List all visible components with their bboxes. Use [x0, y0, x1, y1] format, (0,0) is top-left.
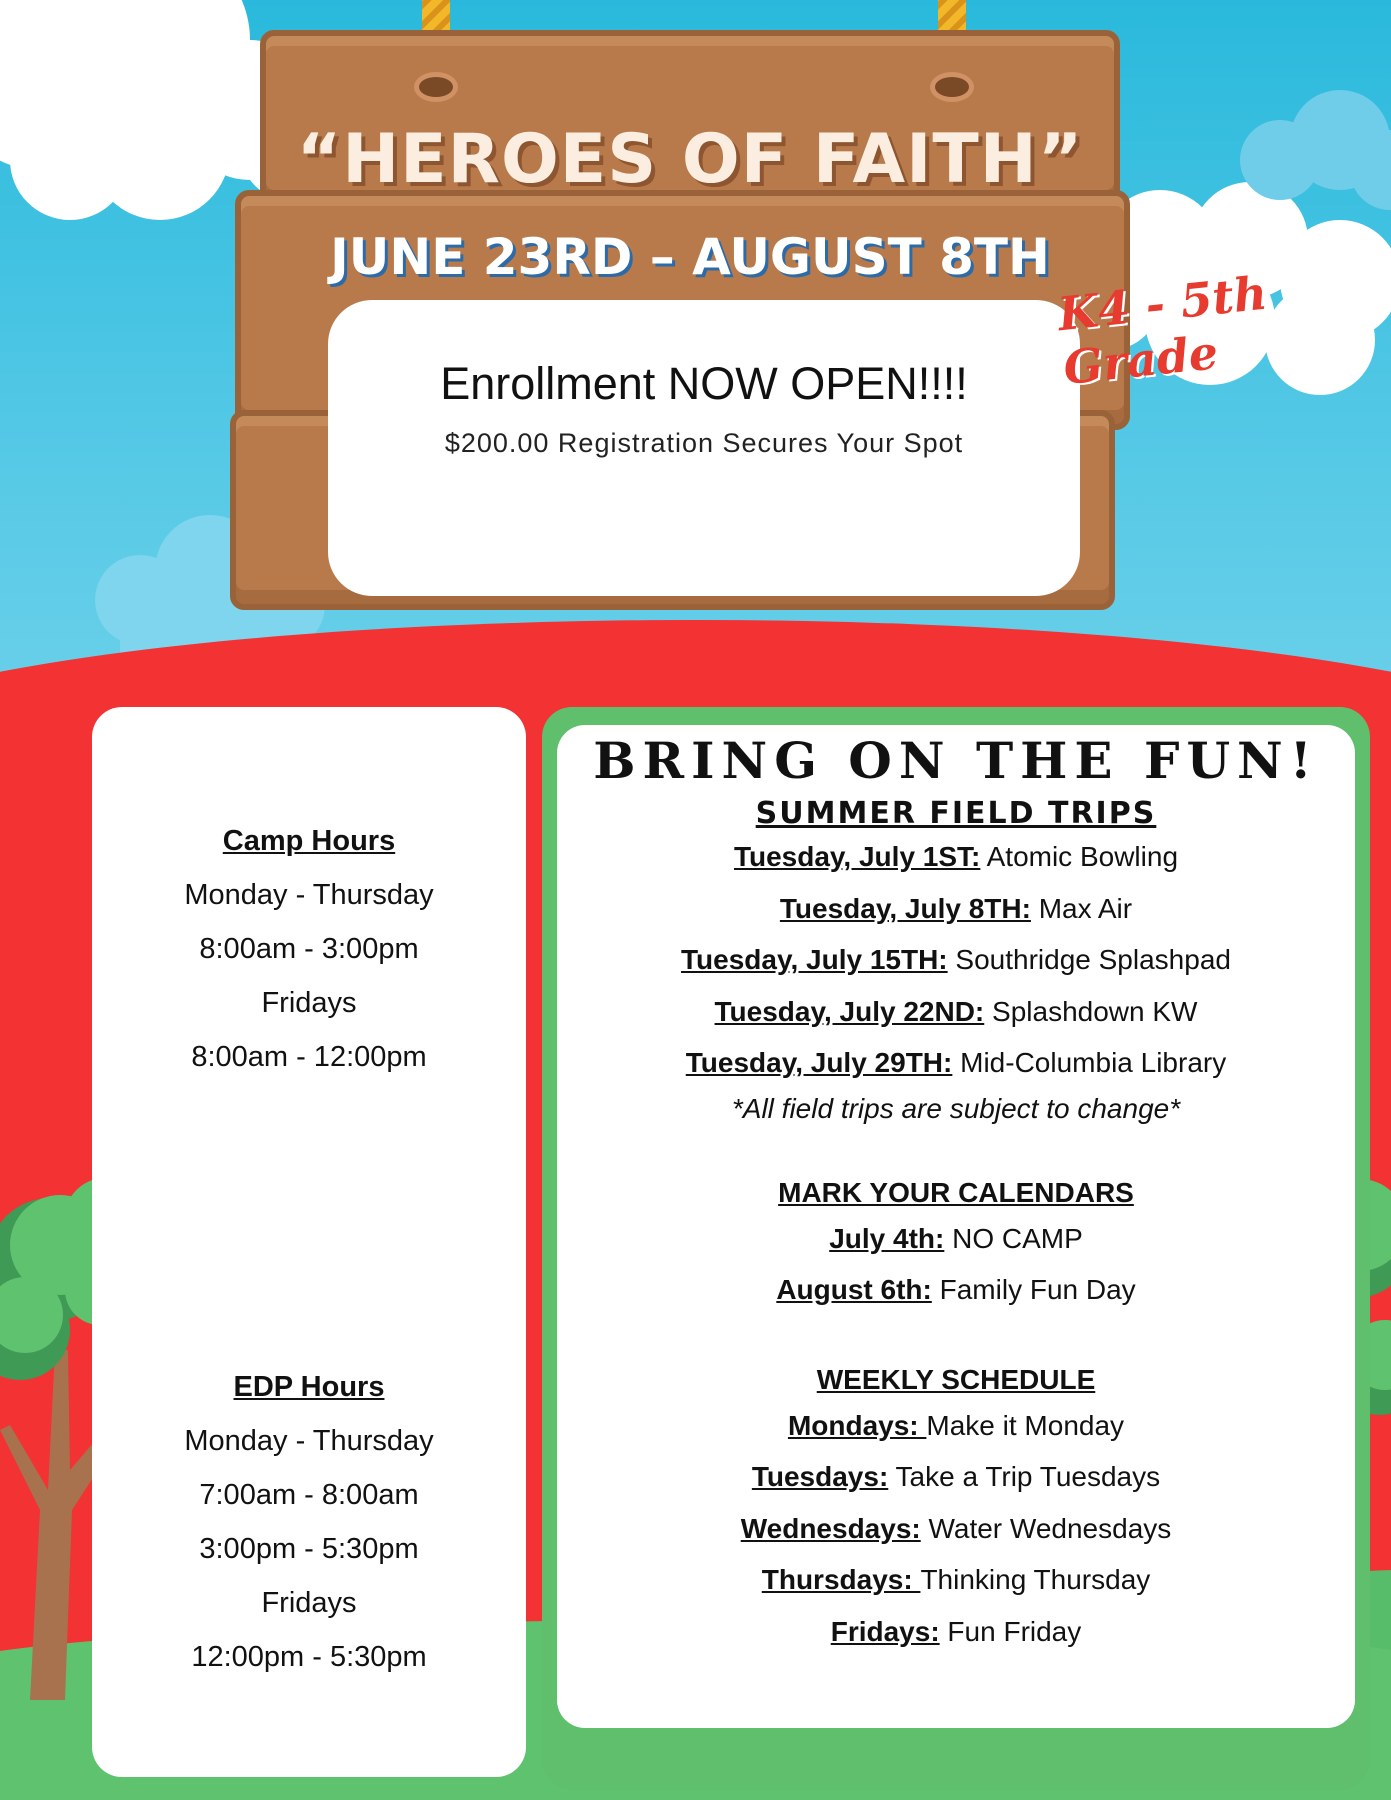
cloud-back-right — [1220, 80, 1391, 220]
field-trip-date: Tuesday, July 29TH: — [685, 1047, 953, 1078]
camp-hours-line: 8:00am - 12:00pm — [191, 1041, 427, 1073]
edp-hours-line: Monday - Thursday — [184, 1425, 434, 1457]
edp-hours-line: 7:00am - 8:00am — [199, 1479, 419, 1511]
field-trip-date: Tuesday, July 8TH: — [779, 892, 1031, 924]
hours-panel — [92, 707, 526, 1777]
calendar-row — [557, 1213, 1355, 1265]
calendar-date: July 4th: — [829, 1222, 945, 1254]
field-trip-date: Tuesday, July 22ND: — [714, 995, 985, 1027]
camp-hours-title: Camp Hours — [222, 825, 396, 857]
weekly-theme: Take a Trip Tuesdays — [888, 1461, 1161, 1492]
calendar-event: Family Fun Day — [931, 1274, 1136, 1305]
calendar-date: August 6th: — [776, 1274, 932, 1305]
spacer — [557, 1129, 1355, 1177]
weekly-day: Tuesdays: — [751, 1461, 889, 1492]
enrollment-subtitle: $200.00 Registration Secures Your Spot — [444, 428, 964, 458]
field-trip-place: Max Air — [1030, 892, 1133, 924]
weekly-row — [557, 1451, 1355, 1503]
field-trips-title: SUMMER FIELD TRIPS — [755, 796, 1157, 831]
field-trip-place: Splashdown KW — [984, 995, 1198, 1027]
fun-panel — [557, 725, 1355, 1728]
wooden-sign — [240, 10, 1140, 630]
weekly-day: Thursdays: — [761, 1564, 921, 1595]
weekly-row — [557, 1606, 1355, 1658]
field-trip-date: Tuesday, July 15TH: — [681, 944, 948, 975]
edp-hours-line: Fridays — [261, 1587, 357, 1619]
field-trip-row — [557, 831, 1355, 883]
camp-dates: JUNE 23RD – AUGUST 8TH — [330, 228, 1050, 286]
field-trip-row — [557, 934, 1355, 986]
spacer — [557, 1316, 1355, 1364]
weekly-row — [557, 1554, 1355, 1606]
camp-hours-line: Monday - Thursday — [184, 879, 434, 911]
field-trip-place: Atomic Bowling — [980, 841, 1179, 872]
field-trip-place: Mid-Columbia Library — [952, 1047, 1227, 1078]
weekly-theme: Water Wednesdays — [920, 1512, 1172, 1544]
weekly-row — [557, 1400, 1355, 1452]
camp-hours-line: Fridays — [261, 987, 357, 1019]
field-trip-row — [557, 986, 1355, 1038]
weekly-title: WEEKLY SCHEDULE — [816, 1363, 1096, 1395]
calendar-event: NO CAMP — [944, 1222, 1083, 1254]
rope-hole-left — [414, 72, 458, 102]
field-trip-row — [557, 1037, 1355, 1089]
edp-hours-title: EDP Hours — [233, 1371, 385, 1403]
camp-hours-block — [92, 825, 526, 1084]
rope-hole-right — [930, 72, 974, 102]
weekly-theme: Make it Monday — [926, 1409, 1125, 1441]
field-trip-date: Tuesday, July 1ST: — [733, 841, 981, 872]
field-trip-row — [557, 883, 1355, 935]
camp-hours-line: 8:00am - 3:00pm — [199, 933, 419, 965]
weekly-day: Mondays: — [787, 1409, 927, 1441]
grade-range: K4 - 5th Grade — [1055, 265, 1270, 396]
calendar-row — [557, 1264, 1355, 1316]
enrollment-box — [328, 300, 1080, 596]
weekly-theme: Thinking Thursday — [920, 1564, 1151, 1595]
edp-hours-block — [92, 1371, 526, 1684]
weekly-theme: Fun Friday — [939, 1615, 1082, 1647]
field-trip-note: *All field trips are subject to change* — [731, 1092, 1181, 1124]
calendars-title: MARK YOUR CALENDARS — [778, 1176, 1134, 1208]
edp-hours-line: 12:00pm - 5:30pm — [191, 1641, 427, 1673]
weekly-day: Fridays: — [830, 1615, 940, 1647]
edp-hours-line: 3:00pm - 5:30pm — [199, 1533, 419, 1565]
field-trip-place: Southridge Splashpad — [947, 944, 1231, 975]
weekly-row — [557, 1503, 1355, 1555]
fun-heading: BRING ON THE FUN! — [593, 731, 1319, 790]
weekly-day: Wednesdays: — [740, 1512, 921, 1544]
camp-title: “HEROES OF FAITH” — [296, 120, 1084, 199]
enrollment-title: Enrollment NOW OPEN!!!! — [440, 358, 968, 409]
